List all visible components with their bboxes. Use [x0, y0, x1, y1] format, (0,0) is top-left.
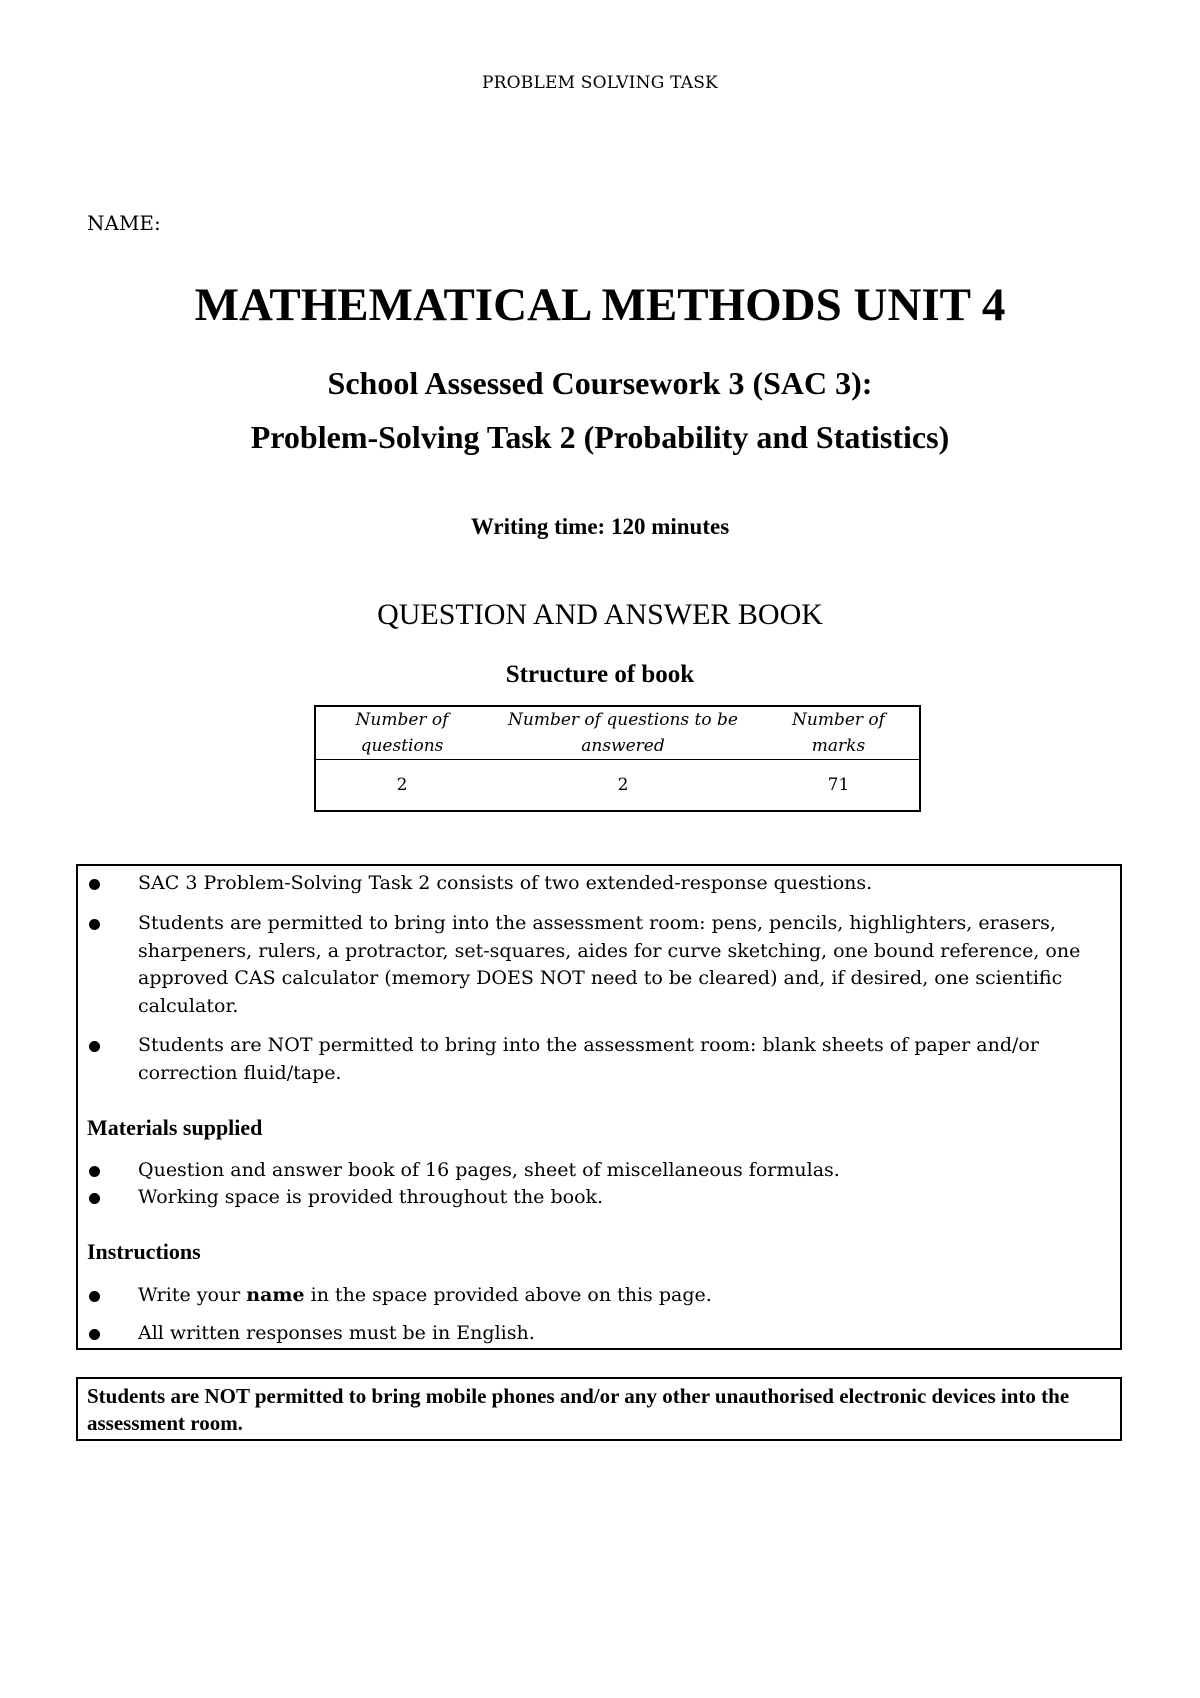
- bullet-text: Working space is provided throughout the book.: [138, 1186, 604, 1208]
- bullet-icon: [89, 1166, 100, 1177]
- bullet-text: Students are NOT permitted to bring into the assessment room: blank sheets of paper and/or correction fluid/tape.: [138, 1034, 1039, 1084]
- writing-time: Writing time: 120 minutes: [470, 514, 730, 539]
- warning-box: Students are NOT permitted to bring mobile phones and/or any other unauthorised electronic devices into the assessment room.: [76, 1377, 1122, 1441]
- bullet-text: Question and answer book of 16 pages, sheet of miscellaneous formulas.: [138, 1159, 840, 1181]
- running-header: PROBLEM SOLVING TASK: [482, 73, 718, 93]
- value-marks: 71: [827, 775, 850, 795]
- instruction-text-pre: Write your: [138, 1284, 247, 1306]
- structure-table: [314, 705, 921, 812]
- bullet-icon: [89, 1193, 100, 1204]
- bullet-icon: [89, 1329, 100, 1340]
- bullet-text: SAC 3 Problem-Solving Task 2 consists of two extended-response questions.: [138, 872, 873, 894]
- value-questions: 2: [396, 775, 408, 795]
- instruction-text-bold: name: [246, 1284, 305, 1306]
- structure-header-row: [315, 706, 920, 760]
- bullet-icon: [89, 919, 100, 930]
- structure-heading: Structure of book: [505, 661, 695, 688]
- structure-value-row: [315, 760, 920, 812]
- bullet-icon: [89, 879, 100, 890]
- materials-heading: Materials supplied: [87, 1115, 263, 1140]
- name-label: NAME:: [87, 211, 161, 235]
- information-box: [76, 864, 1122, 1350]
- book-heading: QUESTION AND ANSWER BOOK: [377, 598, 823, 631]
- subtitle-sac: School Assessed Coursework 3 (SAC 3):: [327, 365, 873, 401]
- instructions-heading: Instructions: [87, 1239, 201, 1264]
- value-questions-answered: 2: [617, 775, 629, 795]
- bullet-icon: [89, 1291, 100, 1302]
- col-header-questions: Number of questions: [315, 706, 488, 760]
- col-header-marks: Number of marks: [758, 706, 920, 760]
- bullet-text: Students are permitted to bring into the assessment room: pens, pencils, highlighters, erasers, sharpeners, rulers, a protractor, set-squares, aides for curve sketching, one bound reference, one approved CAS calculator (memory DOES NOT need to be cleared) and, if desired, one scientific calculator.: [138, 912, 1081, 1017]
- bullet-icon: [89, 1041, 100, 1052]
- instruction-text-post: in the space provided above on this page.: [304, 1284, 712, 1306]
- document-title: MATHEMATICAL METHODS UNIT 4: [194, 279, 1006, 331]
- bullet-text: [138, 1282, 1113, 1310]
- bullet-text: All written responses must be in English.: [138, 1322, 535, 1344]
- col-header-questions-answered: Number of questions to be answered: [488, 706, 758, 760]
- subtitle-task: Problem-Solving Task 2 (Probability and Statistics): [250, 419, 950, 455]
